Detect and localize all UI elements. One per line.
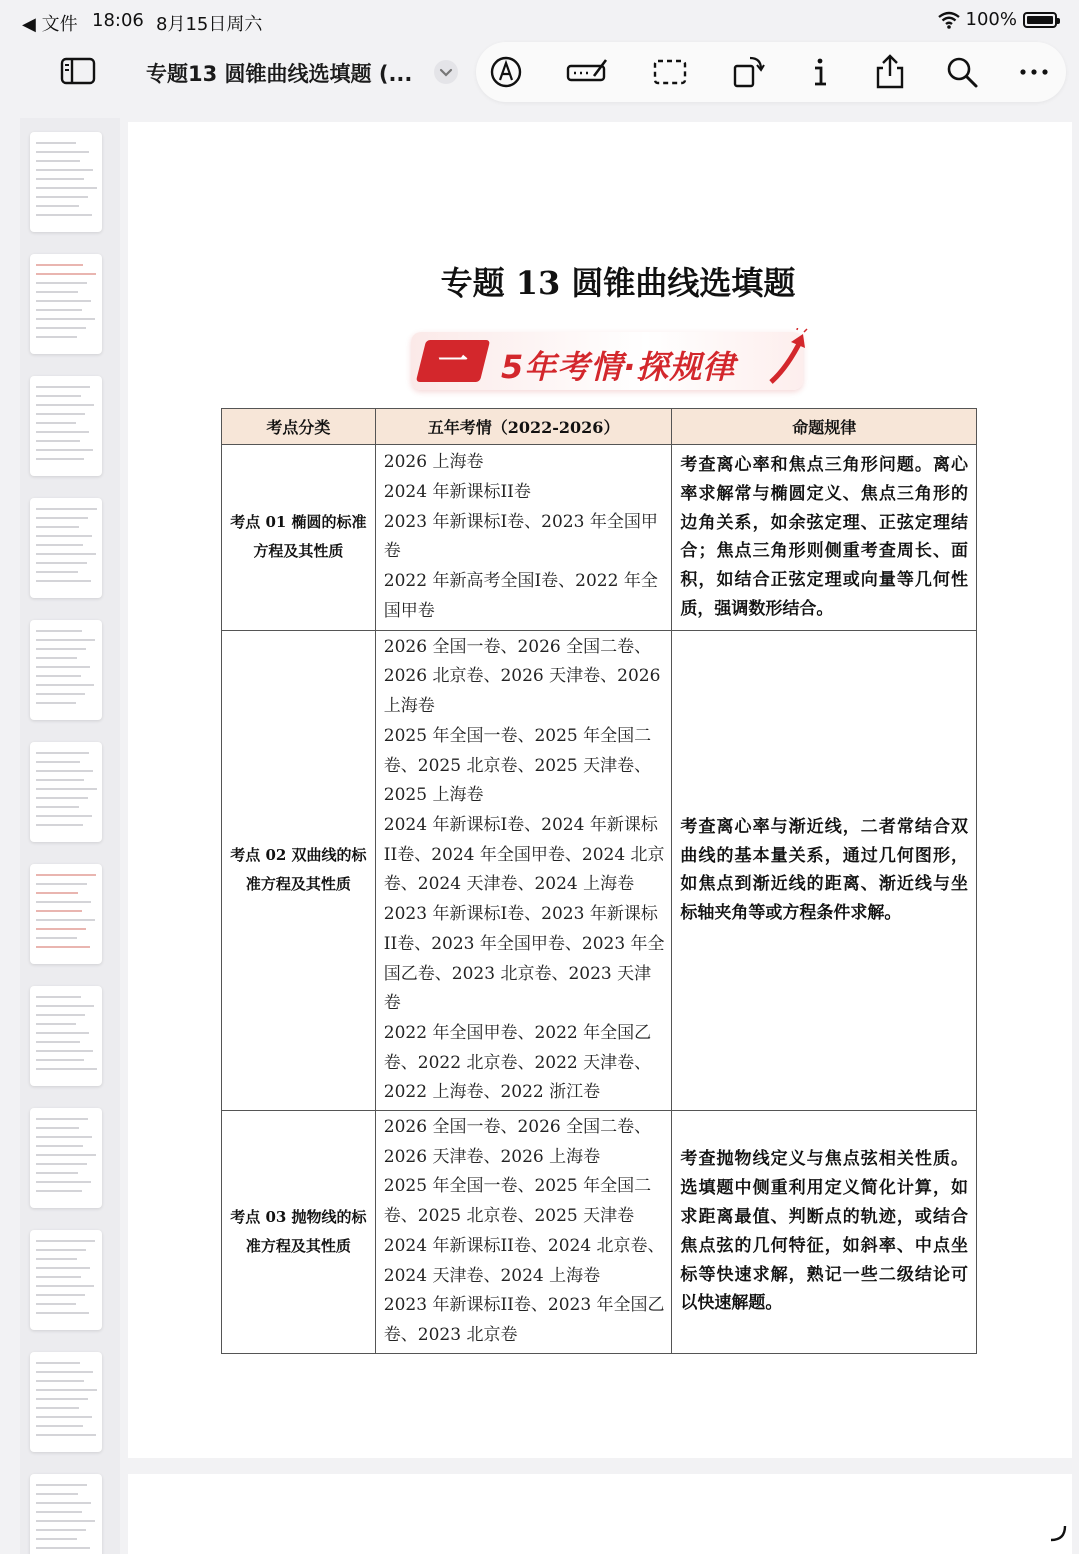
page-thumbnail[interactable] (30, 620, 102, 720)
page-thumbnail[interactable] (30, 498, 102, 598)
page-thumbnail[interactable] (30, 864, 102, 964)
years-line: 2023 年新课标II卷、2023 年全国乙卷、2023 北京卷 (383, 1295, 665, 1345)
status-date: 8月15日周六 (156, 14, 263, 35)
column-header: 考点分类 (222, 409, 376, 445)
status-indicators (938, 9, 1057, 30)
page-thumbnail[interactable] (30, 1474, 102, 1554)
category-cell: 考点 02 双曲线的标准方程及其性质 (222, 630, 376, 1110)
years-line: 2026 全国一卷、2026 全国二卷、2026 北京卷、2026 天津卷、2026 上海卷 (383, 636, 661, 717)
years-line: 2023 年新课标I卷、2023 年全国甲卷 (383, 511, 658, 562)
table-header-row (222, 409, 977, 445)
scroll-indicator-icon (1049, 1524, 1067, 1542)
exam-analysis-table (221, 408, 977, 1354)
banner-badge-text: 一 (438, 344, 468, 379)
years-cell (375, 445, 672, 631)
status-time: 18:06 (92, 10, 144, 31)
years-line: 2022 年全国甲卷、2022 年全国乙卷、2022 北京卷、2022 天津卷、2022 上海卷、2022 浙江卷 (383, 1022, 652, 1103)
status-bar (0, 0, 1079, 42)
annotate-icon[interactable] (566, 54, 610, 90)
years-line: 2023 年新课标I卷、2023 年新课标II卷、2023 年全国甲卷、2023 年全国乙卷、2023 北京卷、2023 天津卷 (383, 904, 665, 1014)
page-thumbnail[interactable] (30, 132, 102, 232)
share-icon[interactable] (872, 54, 908, 90)
years-line: 2026 全国一卷、2026 全国二卷、2026 天津卷、2026 上海卷 (383, 1117, 652, 1167)
banner-text: 5年考情·探规律 (501, 348, 736, 386)
table-row (222, 630, 977, 1110)
table-row (222, 445, 977, 631)
page-heading: 专题 13 圆锥曲线选填题 (440, 264, 796, 302)
page-thumbnail[interactable] (30, 1108, 102, 1208)
more-icon[interactable] (1016, 54, 1052, 90)
next-document-page (128, 1474, 1072, 1554)
wifi-icon (938, 11, 960, 29)
markup-icon[interactable] (488, 54, 524, 90)
column-header: 命题规律 (672, 409, 977, 445)
years-line: 2022 年新高考全国I卷、2022 年全国甲卷 (383, 571, 658, 621)
years-line: 2025 年全国一卷、2025 年全国二卷、2025 北京卷、2025 天津卷 (383, 1176, 652, 1227)
battery-icon (1023, 12, 1057, 28)
table-row (222, 1111, 977, 1354)
years-line: 2026 上海卷 (383, 452, 484, 473)
page-thumbnail[interactable] (30, 986, 102, 1086)
column-header: 五年考情（2022-2026） (375, 409, 672, 445)
rule-cell: 考查抛物线定义与焦点弦相关性质。选填题中侧重利用定义简化计算，如求距离最值、判断点的轨迹，或结合焦点弦的几何特征，如斜率、中点坐标等快速求解，熟记一些二级结论可以快速解题。 (672, 1111, 977, 1354)
page-thumbnail[interactable] (30, 376, 102, 476)
rule-cell: 考查离心率和焦点三角形问题。离心率求解常与椭圆定义、焦点三角形的边角关系，如余弦定理、正弦定理结合；焦点三角形则侧重考查周长、面积，如结合正弦定理或向量等几何性质，强调数形结合。 (672, 445, 977, 631)
years-line: 2025 年全国一卷、2025 年全国二卷、2025 北京卷、2025 天津卷、2025 上海卷 (383, 725, 652, 806)
page-thumbnail[interactable] (30, 254, 102, 354)
search-icon[interactable] (944, 54, 980, 90)
info-icon[interactable] (802, 54, 838, 90)
years-cell (375, 630, 672, 1110)
battery-percent: 100% (965, 9, 1017, 30)
page-thumbnail[interactable] (30, 1230, 102, 1330)
select-icon[interactable] (652, 54, 688, 90)
years-cell (375, 1111, 672, 1354)
category-cell: 考点 01 椭圆的标准方程及其性质 (222, 445, 376, 631)
years-line: 2024 年新课标II卷、2024 北京卷、2024 天津卷、2024 上海卷 (383, 1235, 665, 1286)
rotate-icon[interactable] (730, 54, 766, 90)
years-line: 2024 年新课标I卷、2024 年新课标II卷、2024 年全国甲卷、2024 北京卷、2024 天津卷、2024 上海卷 (383, 815, 665, 895)
page-thumbnail[interactable] (30, 1352, 102, 1452)
years-line: 2024 年新课标II卷 (383, 481, 531, 502)
document-title[interactable]: 专题13 圆锥曲线选填题 (... (146, 62, 413, 86)
section-banner (405, 318, 817, 402)
arrow-up-icon (767, 328, 811, 388)
sidebar-toggle-icon[interactable] (58, 54, 98, 88)
document-page (128, 122, 1072, 1458)
page-thumbnail[interactable] (30, 742, 102, 842)
back-to-files-link[interactable]: ◀ 文件 (22, 14, 78, 35)
category-cell: 考点 03 抛物线的标准方程及其性质 (222, 1111, 376, 1354)
rule-cell: 考查离心率与渐近线，二者常结合双曲线的基本量关系，通过几何图形，如焦点到渐近线的距离、渐近线与坐标轴夹角等或方程条件求解。 (672, 630, 977, 1110)
chevron-down-icon[interactable] (434, 60, 458, 84)
